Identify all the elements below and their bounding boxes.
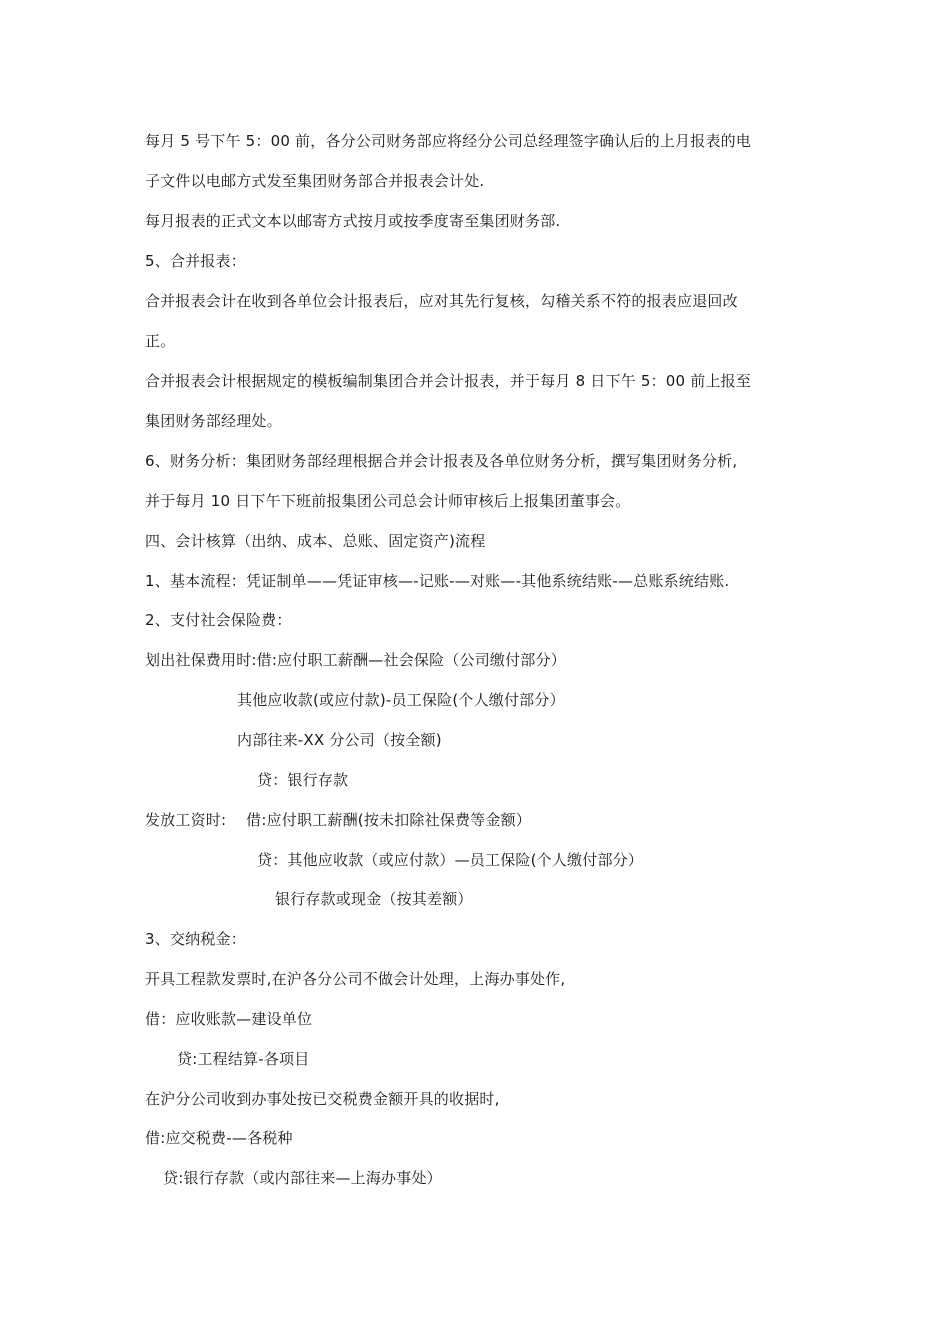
journal-entry-line: 贷：其他应收款（或应付款）—员工保险(个人缴付部分） xyxy=(257,851,644,869)
paragraph-line: 每月报表的正式文本以邮寄方式按月或按季度寄至集团财务部. xyxy=(145,212,561,230)
paragraph-line: 在沪分公司收到办事处按已交税费金额开具的收据时, xyxy=(145,1090,500,1108)
paragraph-line: 正。 xyxy=(145,332,176,350)
journal-entry-line: 借：应收账款—建设单位 xyxy=(145,1010,313,1028)
journal-entry-line: 贷:银行存款（或内部往来—上海办事处） xyxy=(163,1169,442,1187)
journal-entry-line: 贷:工程结算-各项目 xyxy=(177,1050,310,1068)
paragraph-line: 合并报表会计在收到各单位会计报表后，应对其先行复核，勾稽关系不符的报表应退回改 xyxy=(145,292,738,310)
paragraph-line: 合并报表会计根据规定的模板编制集团合并会计报表，并于每月 8 日下午 5：00 前上报至 xyxy=(145,372,752,390)
section-heading: 5、合并报表： xyxy=(145,252,246,270)
journal-entry-line: 发放工资时: 借:应付职工薪酬(按未扣除社保费等金额） xyxy=(145,811,532,829)
paragraph-line: 子文件以电邮方式发至集团财务部合并报表会计处. xyxy=(145,172,485,190)
journal-entry-line: 内部往来-XX 分公司（按全额) xyxy=(237,731,442,749)
journal-entry-line: 银行存款或现金（按其差额） xyxy=(275,890,473,908)
journal-entry-line: 贷：银行存款 xyxy=(257,771,349,789)
journal-entry-line: 划出社保费用时:借:应付职工薪酬—社会保险（公司缴付部分） xyxy=(145,651,566,669)
chapter-heading: 四、会计核算（出纳、成本、总账、固定资产)流程 xyxy=(145,532,486,550)
journal-entry-line: 其他应收款(或应付款)-员工保险(个人缴付部分） xyxy=(237,691,565,709)
journal-entry-line: 借:应交税费-—各税种 xyxy=(145,1129,293,1147)
section-heading: 6、财务分析：集团财务部经理根据合并会计报表及各单位财务分析，撰写集团财务分析, xyxy=(145,452,738,470)
paragraph-line: 开具工程款发票时,在沪各分公司不做会计处理，上海办事处作, xyxy=(145,970,566,988)
section-heading: 3、交纳税金： xyxy=(145,930,246,948)
section-heading: 1、基本流程：凭证制单——凭证审核—-记账-—对账—-其他系统结账-—总账系统结账. xyxy=(145,572,730,590)
paragraph-line: 每月 5 号下午 5：00 前，各分公司财务部应将经分公司总经理签字确认后的上月报表的电 xyxy=(145,132,752,150)
paragraph-line: 并于每月 10 日下午下班前报集团公司总会计师审核后上报集团董事会。 xyxy=(145,492,631,510)
paragraph-line: 集团财务部经理处。 xyxy=(145,412,282,430)
section-heading: 2、支付社会保险费： xyxy=(145,611,292,629)
